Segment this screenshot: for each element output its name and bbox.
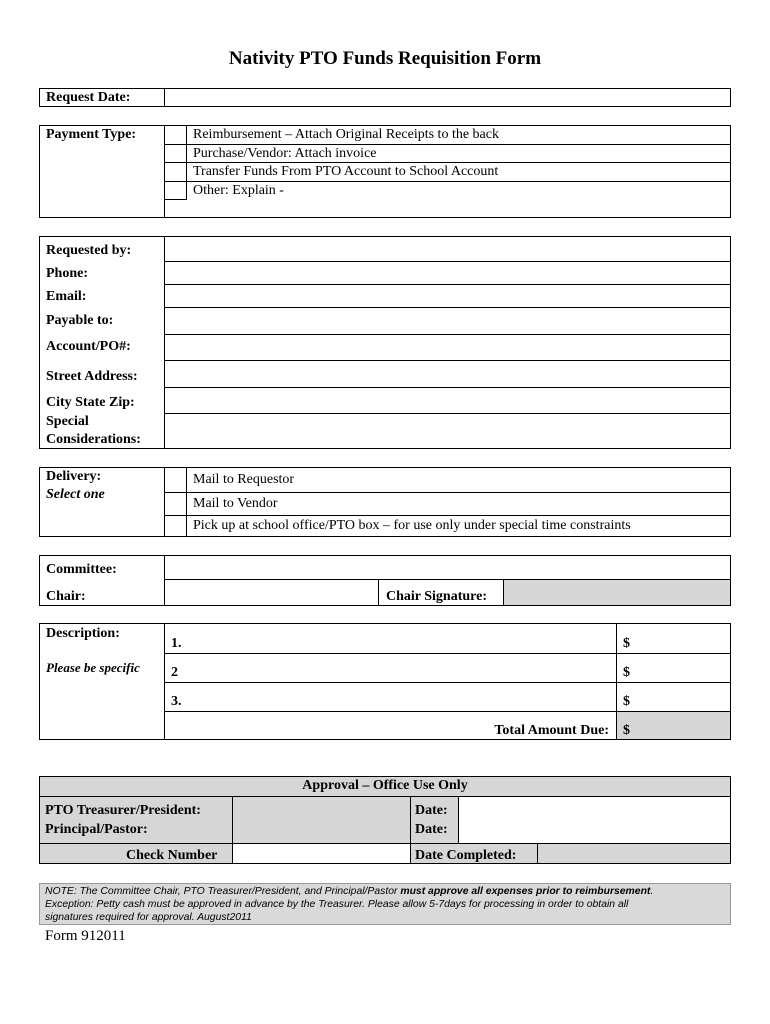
payment-option-transfer-checkbox[interactable] [165, 163, 186, 181]
payment-option-other: Other: Explain - [193, 183, 284, 198]
page-title: Nativity PTO Funds Requisition Form [228, 48, 542, 69]
delivery-option-vendor: Mail to Vendor [193, 496, 278, 511]
description-label: Description: [46, 626, 120, 641]
delivery-label: Delivery: [46, 469, 102, 484]
treasurer-signature-field[interactable] [233, 797, 410, 820]
chair-field[interactable] [165, 580, 378, 605]
payment-type-label: Payment Type: [46, 127, 137, 142]
city-state-zip-field[interactable] [165, 388, 730, 413]
special-considerations-label-1: Special [46, 414, 89, 429]
request-date-label: Request Date: [46, 90, 131, 105]
requested-by-label: Requested by: [46, 243, 132, 258]
amount-2-field[interactable] [632, 654, 730, 682]
amount-3-field[interactable] [632, 683, 730, 711]
payment-option-purchase: Purchase/Vendor: Attach invoice [193, 146, 377, 161]
amount-3-currency: $ [623, 694, 630, 709]
check-number-field[interactable] [233, 844, 410, 864]
principal-date-field[interactable] [459, 820, 731, 843]
description-sublabel: Please be specific [46, 660, 140, 675]
payment-option-other-checkbox[interactable] [165, 182, 186, 199]
delivery-option-requestor-checkbox[interactable] [165, 468, 186, 492]
note-bold: must approve all expenses prior to reimbursement [400, 886, 651, 897]
city-state-zip-label: City State Zip: [46, 395, 135, 410]
description-item-3-number: 3. [171, 694, 182, 709]
principal-label: Principal/Pastor: [45, 822, 148, 837]
description-item-1-field[interactable] [185, 624, 616, 653]
account-po-label: Account/PO#: [46, 339, 131, 354]
chair-label: Chair: [46, 589, 86, 604]
note-line-3: signatures required for approval. August2011 [45, 912, 252, 923]
requested-by-field[interactable] [165, 237, 730, 261]
payment-option-reimbursement: Reimbursement – Attach Original Receipts to the back [193, 127, 499, 142]
street-address-label: Street Address: [46, 369, 138, 384]
note-line-1 [45, 885, 653, 898]
amount-2-currency: $ [623, 665, 630, 680]
request-date-field[interactable] [165, 89, 730, 106]
phone-field[interactable] [165, 262, 730, 284]
committee-label: Committee: [46, 562, 117, 577]
total-amount-currency: $ [623, 723, 630, 738]
description-item-2-field[interactable] [185, 654, 616, 682]
date-completed-label: Date Completed: [415, 848, 517, 863]
treasurer-label: PTO Treasurer/President: [45, 803, 201, 818]
payment-option-transfer: Transfer Funds From PTO Account to School Account [193, 164, 499, 179]
date-completed-field[interactable] [538, 844, 731, 864]
committee-field[interactable] [165, 556, 730, 579]
note-line-2: Exception: Petty cash must be approved in advance by the Treasurer. Please allow 5-7days for processing in order to obtain all [45, 899, 629, 910]
special-considerations-label-2: Considerations: [46, 432, 141, 447]
phone-label: Phone: [46, 266, 88, 281]
description-item-3-field[interactable] [185, 683, 616, 711]
amount-1-field[interactable] [632, 624, 730, 653]
delivery-option-pickup-checkbox[interactable] [165, 516, 186, 536]
note-suffix: . [650, 886, 654, 897]
treasurer-date-label: Date: [415, 803, 448, 818]
chair-signature-label: Chair Signature: [386, 589, 487, 604]
note-prefix: NOTE: The Committee Chair, PTO Treasurer/President, and Principal/Pastor [45, 886, 401, 897]
principal-date-label: Date: [415, 822, 448, 837]
email-field[interactable] [165, 285, 730, 307]
delivery-option-pickup: Pick up at school office/PTO box – for use only under special time constraints [193, 518, 631, 533]
approval-header: Approval – Office Use Only [302, 778, 468, 793]
payment-option-purchase-checkbox[interactable] [165, 145, 186, 162]
principal-signature-field[interactable] [233, 820, 410, 843]
check-number-label: Check Number [126, 848, 218, 863]
delivery-sublabel: Select one [46, 487, 105, 502]
total-amount-label: Total Amount Due: [494, 723, 609, 738]
delivery-option-vendor-checkbox[interactable] [165, 493, 186, 515]
description-item-1-number: 1. [171, 636, 182, 651]
account-po-field[interactable] [165, 335, 730, 360]
special-considerations-field[interactable] [165, 414, 730, 448]
form-number: Form 912011 [45, 928, 126, 944]
email-label: Email: [46, 289, 87, 304]
description-item-2-number: 2 [171, 665, 178, 680]
delivery-option-requestor: Mail to Requestor [193, 472, 295, 487]
payable-to-label: Payable to: [46, 313, 114, 328]
payable-to-field[interactable] [165, 308, 730, 334]
amount-1-currency: $ [623, 636, 630, 651]
treasurer-date-field[interactable] [459, 797, 731, 820]
payment-option-reimbursement-checkbox[interactable] [165, 126, 186, 144]
street-address-field[interactable] [165, 361, 730, 387]
